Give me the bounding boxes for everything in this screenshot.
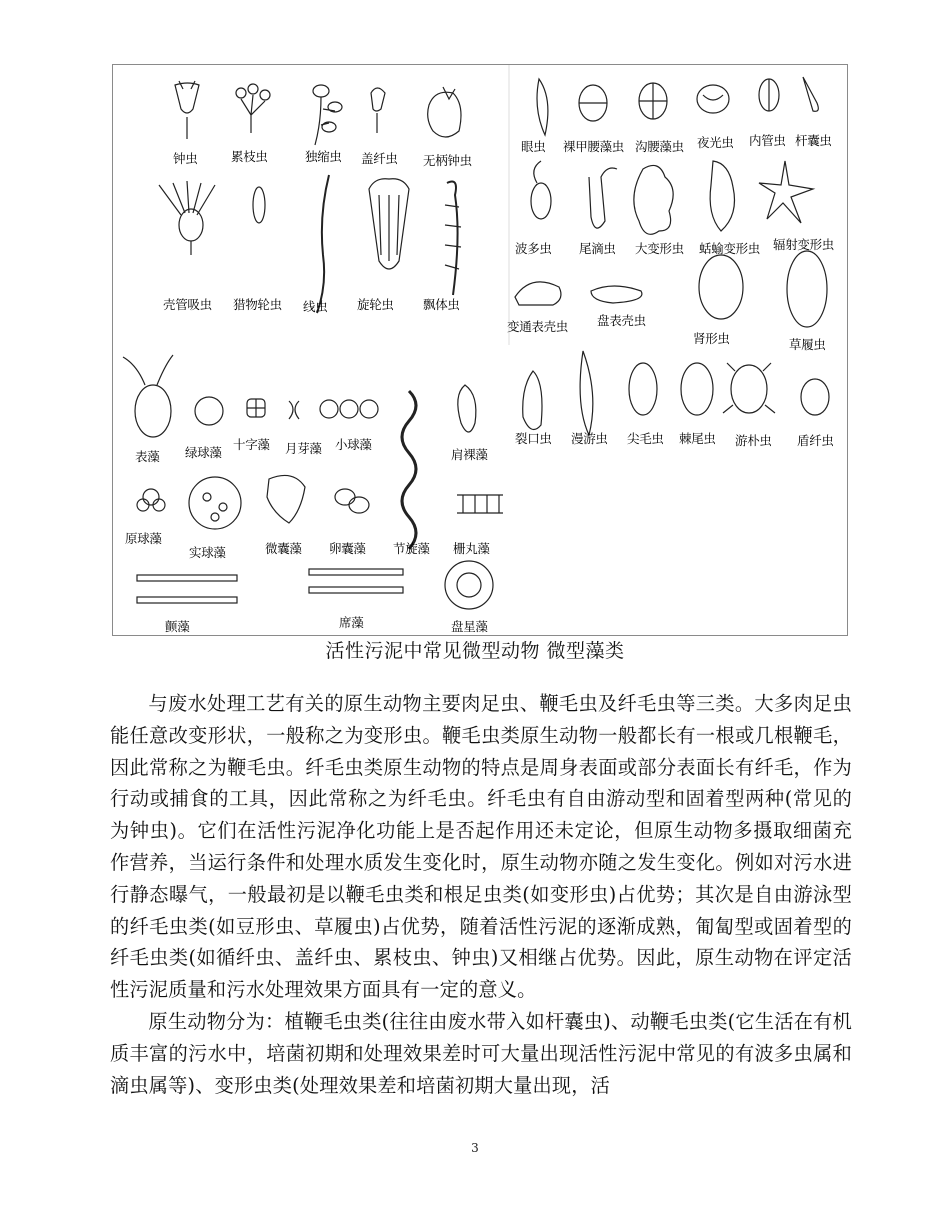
weinangzao-drawing	[267, 475, 305, 523]
shiqiuzao-drawing	[189, 477, 241, 529]
manyouchong-drawing	[580, 351, 593, 435]
label-youpuchong: 游朴虫	[735, 433, 772, 448]
yueyazao-drawing	[289, 401, 299, 419]
leizhichong-drawing	[236, 84, 270, 133]
liewulunchong-drawing	[253, 187, 265, 223]
jianluozao-drawing	[458, 385, 476, 432]
label-leizhichong: 累枝虫	[231, 149, 268, 164]
kequanxichong-drawing	[159, 181, 215, 255]
fushebianxingchong-drawing	[759, 161, 813, 223]
label-dunxianchong: 盾纤虫	[797, 433, 834, 448]
label-shenxingchong: 肾形虫	[693, 331, 730, 346]
label-gaixianchong: 盖纤虫	[361, 151, 398, 166]
body-text	[110, 688, 852, 1101]
caolüchong-drawing	[787, 251, 827, 327]
label-wubingzhongchong: 无柄钟虫	[423, 153, 472, 168]
label-xizao: 席藻	[339, 615, 364, 630]
gannangchong-drawing	[803, 77, 818, 111]
yanchong-drawing	[537, 79, 548, 135]
label-jiweichong: 棘尾虫	[679, 431, 716, 446]
label-liekouchong: 裂口虫	[515, 431, 552, 446]
weidichong-drawing	[589, 168, 617, 228]
xizao-drawing	[309, 569, 403, 593]
label-xianchong: 线虫	[303, 299, 328, 314]
label-weinangzao: 微囊藻	[265, 541, 302, 556]
label-piaotichong: 飘体虫	[423, 297, 460, 312]
label-xiaoqiuzao: 小球藻	[335, 437, 372, 452]
xiaoqiuzao-drawing	[320, 400, 378, 418]
label-zhongchong: 钟虫	[173, 151, 198, 166]
luojiayaozao-drawing	[579, 85, 607, 121]
label-biantongbiaokechong: 变通表壳虫	[507, 319, 569, 334]
yeguangchong-drawing	[697, 85, 729, 113]
label-caolüchong: 草履虫	[789, 337, 826, 352]
gouyaozao-drawing	[639, 83, 667, 119]
panbiaoke-drawing	[591, 286, 642, 303]
label-gouyaozaochong: 沟腰藻虫	[635, 139, 684, 154]
label-luannangzao: 卵囊藻	[329, 541, 366, 556]
lüqiuzao-drawing	[195, 397, 223, 425]
youpuchong-drawing	[723, 363, 775, 413]
label-jiexuanzao: 节旋藻	[393, 541, 430, 556]
dunxianchong-drawing	[801, 379, 829, 415]
xianchong-drawing	[317, 175, 329, 313]
chanzao-drawing	[137, 575, 237, 603]
shizizao-drawing	[247, 399, 265, 417]
label-yueyazao: 月芽藻	[285, 441, 322, 456]
label-boduochong: 波多虫	[515, 241, 552, 256]
gaixianchong-drawing	[371, 88, 385, 133]
label-yanchong: 眼虫	[521, 139, 546, 154]
yuanqiuzao-drawing	[137, 489, 165, 511]
label-panbiaokechong: 盘表壳虫	[597, 313, 646, 328]
biaozao-drawing	[123, 355, 173, 437]
label-yuanqiuzao: 原球藻	[125, 531, 162, 546]
biantongbiaoke-drawing	[515, 282, 561, 305]
dusuochong-drawing	[313, 85, 342, 145]
label-kuoyubianxingchong: 蛞蝓变形虫	[699, 241, 761, 256]
label-dusuochong: 独缩虫	[305, 149, 342, 164]
wubingzhongchong-drawing	[428, 87, 461, 137]
piaotichong-drawing	[445, 182, 461, 296]
label-panxingzao: 盘星藻	[451, 619, 488, 634]
paragraph-2: 原生动物分为：植鞭毛虫类(往往由废水带入如杆囊虫)、动鞭毛虫类(它生活在有机质丰富的污水中，培菌初期和处理效果差时可大量出现活性污泥中常见的有波多虫属和滴虫属等)、变形虫类(处理效果差和培菌初期大量出现，活	[110, 1009, 852, 1097]
label-luojiayaozaochong: 裸甲腰藻虫	[563, 139, 625, 154]
boduochong-drawing	[531, 161, 551, 219]
label-yeguangchong: 夜光虫	[697, 135, 734, 150]
label-biaozao: 表藻	[135, 449, 160, 464]
luannangzao-drawing	[335, 489, 369, 513]
label-chanzao: 颤藻	[165, 619, 190, 634]
zhongchong-drawing	[175, 81, 199, 139]
label-jianluozao: 肩裸藻	[451, 447, 488, 462]
shanwanzao-drawing	[457, 495, 503, 513]
label-shiqiuzao: 实球藻	[189, 545, 226, 560]
organism-figure	[112, 64, 848, 636]
xuanlunchong-drawing	[369, 179, 409, 269]
label-dabianxingchong: 大变形虫	[635, 241, 684, 256]
label-gannangchong: 杆囊虫	[795, 133, 832, 148]
label-neiguanchong: 内管虫	[749, 133, 786, 148]
label-lüqiuzao: 绿球藻	[185, 445, 222, 460]
label-manyouchong: 漫游虫	[571, 431, 608, 446]
shenxingchong-drawing	[699, 255, 743, 319]
label-liewulunchong: 猎物轮虫	[233, 297, 282, 312]
label-jianmaochong: 尖毛虫	[627, 431, 664, 446]
label-kequanxichong: 壳管吸虫	[163, 297, 212, 312]
label-shanwanzao: 栅丸藻	[453, 541, 490, 556]
jianmaochong-drawing	[629, 363, 657, 415]
label-shizizao: 十字藻	[233, 437, 270, 452]
kuoyubianxingchong-drawing	[710, 161, 734, 231]
page-number: 3	[471, 1141, 479, 1155]
neiguanchong-drawing	[759, 79, 779, 111]
jiexuanzao-spiral	[402, 391, 416, 549]
label-fushebianxingchong: 辐射变形虫	[773, 237, 835, 252]
panxingzao-drawing	[445, 561, 493, 609]
jiweichong-drawing	[681, 363, 713, 415]
liekouchong-drawing	[523, 371, 542, 430]
figure-caption: 活性污泥中常见微型动物 微型藻类	[325, 640, 625, 662]
dabianxingchong-drawing	[634, 165, 673, 234]
paragraph-1: 与废水处理工艺有关的原生动物主要肉足虫、鞭毛虫及纤毛虫等三类。大多肉足虫能任意改变形状，一般称之为变形虫。鞭毛虫类原生动物一般都长有一根或几根鞭毛，因此常称之为鞭毛虫。纤毛虫类原生动物的特点是周身表面或部分表面长有纤毛，作为行动或捕食的工具，因此常称之为纤毛虫。纤毛虫有自由游动型和固着型两种(常见的为钟虫)。它们在活性污泥净化功能上是否起作用还未定论，但原生动物多摄取细菌充作营养，当运行条件和处理水质发生变化时，原生动物亦随之发生变化。例如对污水进行静态曝气，一般最初是以鞭毛虫类和根足虫类(如变形虫)占优势；其次是自由游泳型的纤毛虫类(如豆形虫、草履虫)占优势，随着活性污泥的逐渐成熟，匍匐型或固着型的纤毛虫类(如循纤虫、盖纤虫、累枝虫、钟虫)又相继占优势。因此，原生动物在评定活性污泥质量和污水处理效果方面具有一定的意义。	[110, 692, 852, 1002]
label-xuanlunchong: 旋轮虫	[357, 297, 394, 312]
label-weidichong: 尾滴虫	[579, 241, 616, 256]
